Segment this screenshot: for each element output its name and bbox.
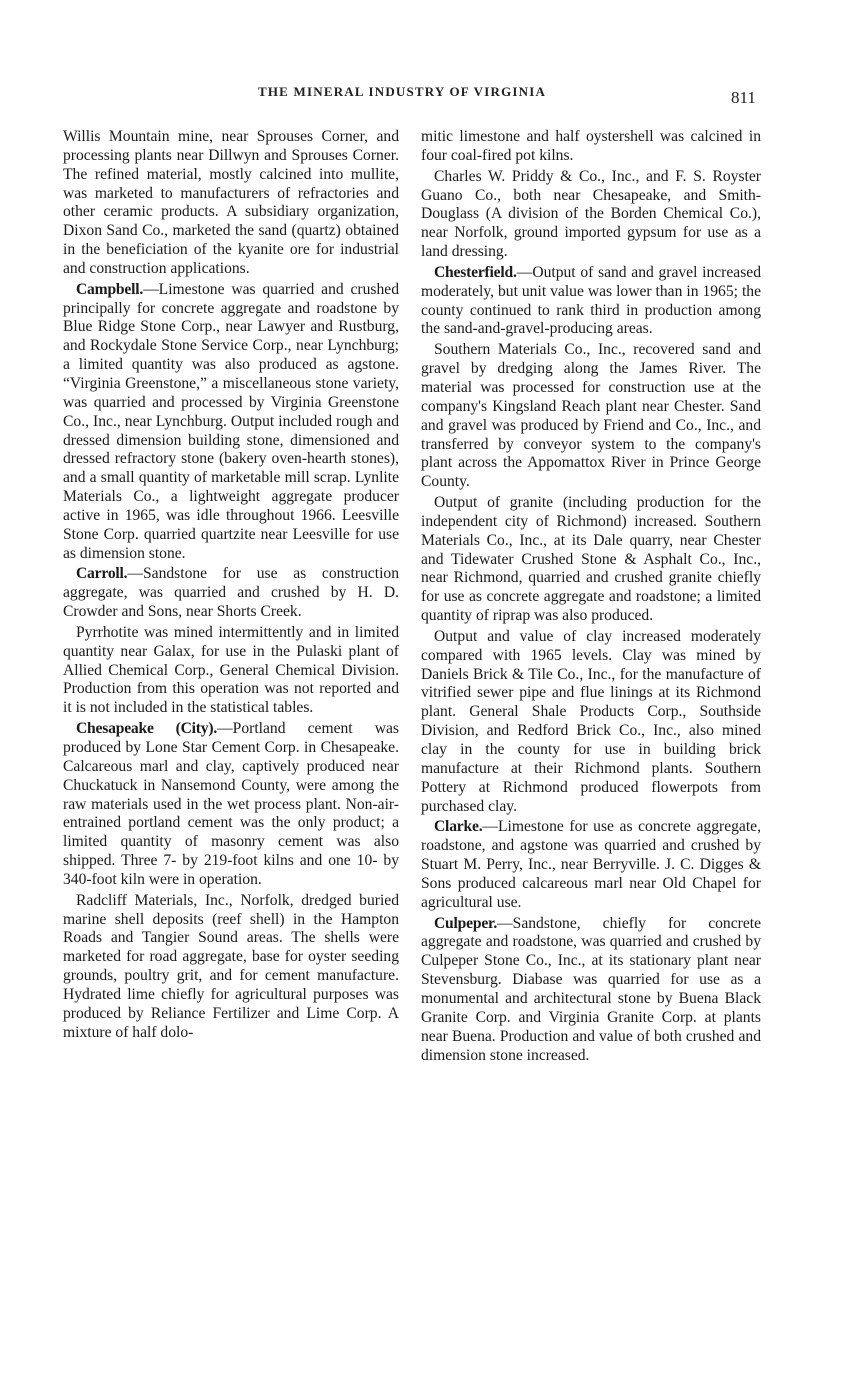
paragraph-text: Pyrrhotite was mined intermittently and in limited quantity near Galax, for use in the Pulaski plant of Allied Chemical Corp., General Chemical Division. Production from this operation was not reported and it is not included in the statistical tables. <box>63 623 399 717</box>
paragraph-text: —Sandstone, chiefly for concrete aggregate and roadstone, was quarried and crushed by Culpeper Stone Co., Inc., at its stationary plant near Stevensburg. Diabase was quarried for use as a monumental and architectural stone by Buena Black Granite Corp. and Virginia Granite Corp. at plants near Buena. Production and value of both crushed and dimension stone increased. <box>421 914 761 1064</box>
paragraph-southern-materials <box>421 341 761 492</box>
paragraph-text: —Output of sand and gravel increased moderately, but unit value was lower than in 1965; the county continued to rank third in production among the sand-and-gravel-producing areas. <box>421 263 761 338</box>
paragraph-text: Output of granite (including production for the independent city of Richmond) increased. Southern Materials Co., Inc., at its Dale quarry, near Chester and Tidewater Crushed Stone & Asphalt Co., Inc., near Richmond, quarried and crushed granite chiefly for use as concrete aggregate and roadstone; a limited quantity of riprap was also produced. <box>421 494 761 625</box>
paragraph-clay <box>421 628 761 816</box>
paragraph-text: Output and value of clay increased moderately compared with 1965 levels. Clay was mined by Daniels Brick & Tile Co., Inc., for the manufacture of vitrified sewer pipe and flue linings at its Richmond plant. General Shale Products Corp., Southside Division, and Redford Brick Co., Inc., also mined clay in the county for use in building brick manufacture at their Richmond plants. Southern Pottery at Richmond produced flowerpots from purchased clay. <box>421 627 761 815</box>
paragraph-radcliff <box>63 892 399 1043</box>
county-heading-campbell: Campbell. <box>76 280 144 298</box>
county-heading-carroll: Carroll. <box>76 565 128 583</box>
paragraph-text: —Limestone was quarried and crushed principally for concrete aggregate and roadstone by Blue Ridge Stone Corp., near Lawyer and Rustburg, and Rockydale Stone Service Corp., near Lynchburg; a limited quantity was also produced as agstone. “Virginia Greenstone,” a miscellaneous stone variety, was quarried and processed by Virginia Greenstone Co., Inc., near Lynchburg. Output included rough and dressed dimension building stone, dimensioned and dressed refractory stone (bakery oven-hearth stones), and a small quantity of marketable mill scrap. Lynlite Materials Co., a lightweight aggregate producer active in 1965, was idle throughout 1966. Leesville Stone Corp. quarried quartzite near Leesville for use as dimension stone. <box>63 280 399 562</box>
paragraph-text: —Limestone for use as concrete aggregate, roadstone, and agstone was quarried and crushed by Stuart M. Perry, Inc., near Berryville. J. C. Digges & Sons produced calcareous marl near Old Chapel for agricultural use. <box>421 818 761 911</box>
paragraph-culpeper <box>421 915 761 1066</box>
page-number: 811 <box>731 88 756 107</box>
paragraph-text: Southern Materials Co., Inc., recovered sand and gravel by dredging along the James River. The material was processed for construction use at the company's Kingsland Reach plant near Chester. Sand and gravel was produced by Friend and Co., Inc., and transferred by conveyor system to the company's plant across the Appomattox River in Prince George County. <box>421 341 761 491</box>
paragraph-text: —Portland cement was produced by Lone Star Cement Corp. in Chesapeake. Calcareous marl and clay, captively produced near Chuckatuck in Nansemond County, were among the raw materials used in the wet process plant. Non-air-entrained portland cement was the only product; a limited quantity of masonry cement was also shipped. Three 7- by 219-foot kilns and one 10- by 340-foot kiln were in operation. <box>63 720 399 888</box>
county-heading-culpeper: Culpeper. <box>434 914 498 932</box>
county-heading-chesapeake: Chesapeake (City). <box>76 720 218 738</box>
county-heading-chesterfield: Chesterfield. <box>434 263 517 281</box>
paragraph-text: Willis Mountain mine, near Sprouses Corner, and processing plants near Dillwyn and Sprouses Corner. The refined material, mostly calcined into mullite, was marketed to manufacturers of refractories and other ceramic products. A subsidiary organization, Dixon Sand Co., marketed the sand (quartz) obtained in the beneficiation of the kyanite ore for industrial and construction applications. <box>63 128 399 277</box>
left-column <box>63 128 399 1045</box>
paragraph-chesapeake <box>63 720 399 890</box>
right-column <box>421 128 761 1067</box>
paragraph-campbell <box>63 281 399 564</box>
paragraph-chesterfield <box>421 264 761 339</box>
paragraph-text: Radcliff Materials, Inc., Norfolk, dredged buried marine shell deposits (reef shell) in the Hampton Roads and Tangier Sound areas. The shells were marketed for road aggregate, base for oyster seeding grounds, poultry grit, and for cement manufacture. Hydrated lime chiefly for agricultural purposes was produced by Reliance Fertilizer and Lime Corp. A mixture of half dolo- <box>63 891 399 1041</box>
paragraph-gypsum <box>421 168 761 262</box>
paragraph-carroll <box>63 565 399 622</box>
running-title: THE MINERAL INDUSTRY OF VIRGINIA <box>258 84 547 99</box>
county-heading-clarke: Clarke. <box>434 818 483 836</box>
paragraph-kyanite-continuation <box>63 128 399 279</box>
paragraph-granite <box>421 494 761 626</box>
paragraph-text: Charles W. Priddy & Co., Inc., and F. S. Royster Guano Co., both near Chesapeake, and Smith-Douglass (A division of the Borden Chemical Co.), near Norfolk, ground imported gypsum for use as a land dressing. <box>421 167 761 261</box>
paragraph-text: —Sandstone for use as construction aggregate, was quarried and crushed by H. D. Crowder and Sons, near Shorts Creek. <box>63 565 399 621</box>
paragraph-pyrrhotite <box>63 624 399 718</box>
paragraph-dolomitic-continuation <box>421 128 761 166</box>
paragraph-text: mitic limestone and half oystershell was calcined in four coal-fired pot kilns. <box>421 128 761 164</box>
paragraph-clarke <box>421 818 761 912</box>
